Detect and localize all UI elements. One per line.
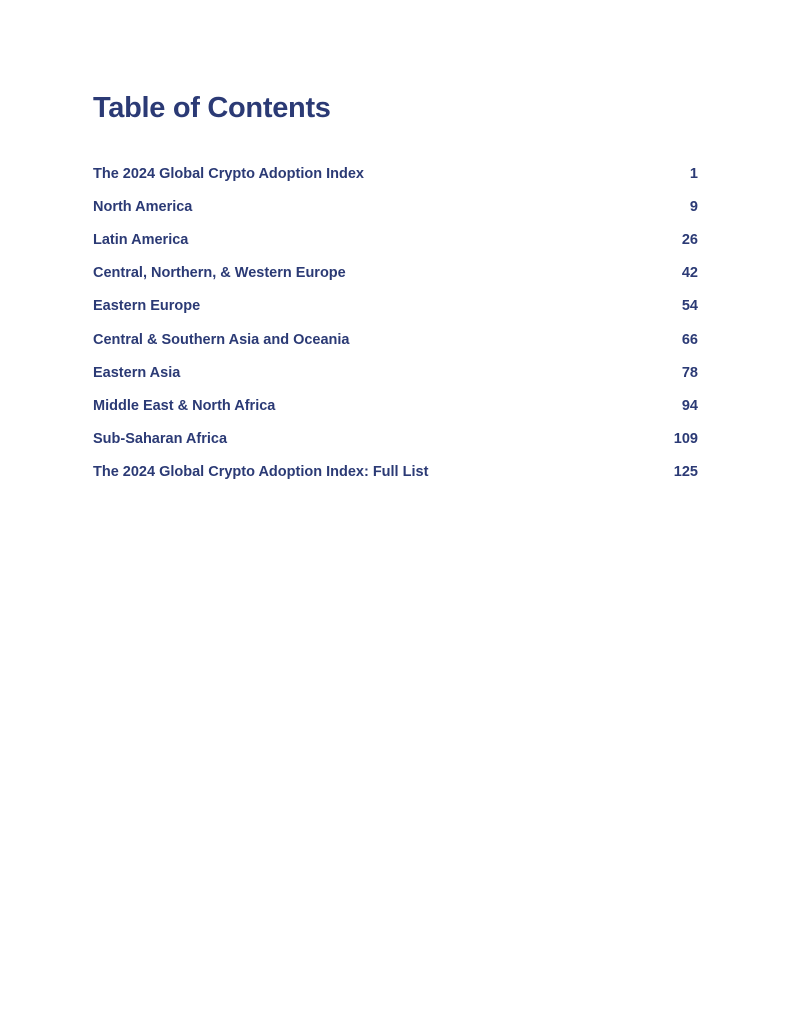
toc-entry-sub-saharan-africa[interactable] (93, 423, 698, 456)
toc-entry-page-number: 125 (673, 464, 698, 481)
toc-entry-label: The 2024 Global Crypto Adoption Index: Full List (93, 464, 429, 481)
toc-entry-page-number: 78 (681, 364, 698, 381)
toc-entry-label: North America (93, 198, 193, 215)
toc-entry-page-number: 9 (689, 198, 698, 215)
toc-entry-north-america[interactable] (93, 190, 698, 223)
toc-entry-global-index[interactable] (93, 157, 698, 190)
toc-entry-page-number: 54 (681, 298, 698, 315)
toc-entry-page-number: 94 (681, 397, 698, 414)
page-title: Table of Contents (93, 92, 331, 124)
toc-entry-page-number: 1 (689, 165, 698, 182)
toc-entry-page-number: 66 (681, 331, 698, 348)
toc-entry-page-number: 109 (673, 431, 698, 448)
toc-entry-eastern-asia[interactable] (93, 356, 698, 389)
toc-entry-full-list[interactable] (93, 456, 698, 489)
toc-entry-page-number: 26 (681, 231, 698, 248)
toc-entry-southern-asia-oceania[interactable] (93, 323, 698, 356)
toc-entry-page-number: 42 (681, 265, 698, 282)
toc-entry-label: Central & Southern Asia and Oceania (93, 331, 350, 348)
toc-entry-label: Middle East & North Africa (93, 397, 276, 414)
toc-entry-label: Eastern Asia (93, 364, 181, 381)
toc-entry-label: The 2024 Global Crypto Adoption Index (93, 165, 364, 182)
toc-entry-western-europe[interactable] (93, 257, 698, 290)
toc-entry-latin-america[interactable] (93, 223, 698, 256)
toc-entry-label: Eastern Europe (93, 298, 201, 315)
toc-entry-label: Central, Northern, & Western Europe (93, 265, 346, 282)
toc-entry-middle-east-north-africa[interactable] (93, 389, 698, 422)
toc-entry-eastern-europe[interactable] (93, 290, 698, 323)
toc-entry-label: Latin America (93, 231, 189, 248)
table-of-contents (93, 157, 698, 489)
toc-entry-label: Sub-Saharan Africa (93, 431, 228, 448)
